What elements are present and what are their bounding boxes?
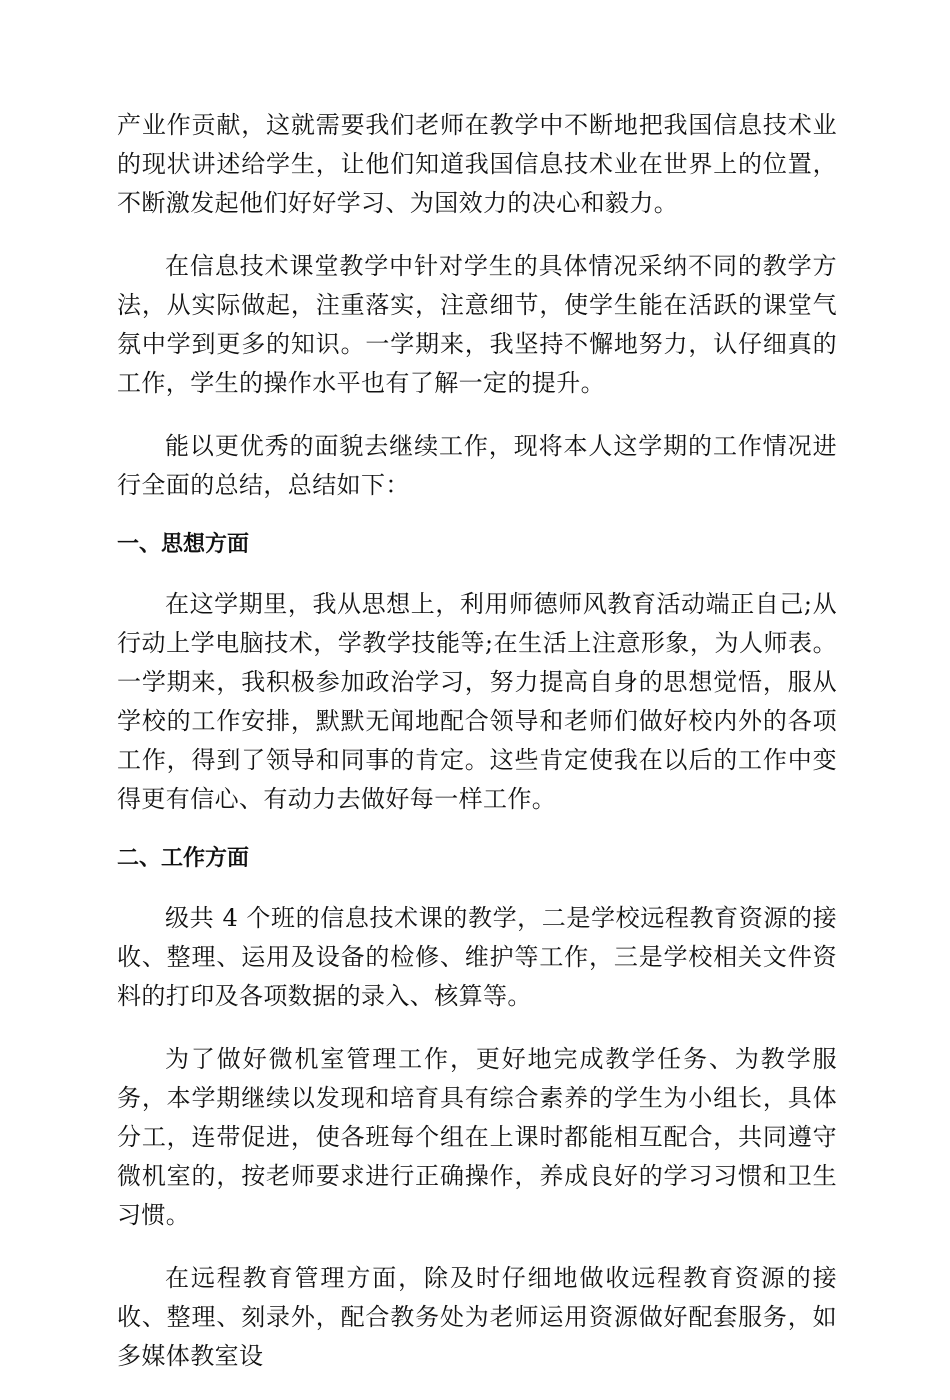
paragraph-computer-lab: 为了做好微机室管理工作，更好地完成教学任务、为教学服务，本学期继续以发现和培育具有综合素养的学生为小组长，具体分工，连带促进，使各班每个组在上课时都能相互配合，共同遵守微机室的，按老师要求进行正确操作，养成良好的学习习惯和卫生习惯。 <box>117 1045 837 1229</box>
paragraph-summary-intro: 能以更优秀的面貌去继续工作，现将本人这学期的工作情况进行全面的总结，总结如下： <box>117 432 837 499</box>
document-body <box>117 106 837 1400</box>
paragraph-intro-continuation: 产业作贡献，这就需要我们老师在教学中不断地把我国信息技术业的现状讲述给学生，让他们知道我国信息技术业在世界上的位置，不断激发起他们好好学习、为国效力的决心和毅力。 <box>117 111 837 217</box>
paragraph-ideology: 在这学期里，我从思想上，利用师德师风教育活动端正自己;从行动上学电脑技术，学教学技能等;在生活上注意形象，为人师表。一学期来，我积极参加政治学习，努力提高自身的思想觉悟，服从学校的工作安排，默默无闻地配合领导和老师们做好校内外的各项工作，得到了领导和同事的肯定。这些肯定使我在以后的工作中变得更有信心、有动力去做好每一样工作。 <box>117 590 837 813</box>
paragraph-remote-education: 在远程教育管理方面，除及时仔细地做收远程教育资源的接收、整理、刻录外，配合教务处为老师运用资源做好配套服务，如多媒体教室设 <box>117 1264 837 1370</box>
paragraph-work-duties: 级共 4 个班的信息技术课的教学，二是学校远程教育资源的接收、整理、运用及设备的检修、维护等工作，三是学校相关文件资料的打印及各项数据的录入、核算等。 <box>117 904 837 1010</box>
section-heading-ideology: 一、思想方面 <box>117 532 250 557</box>
section-heading-work: 二、工作方面 <box>117 846 250 871</box>
paragraph-teaching-methods: 在信息技术课堂教学中针对学生的具体情况采纳不同的教学方法，从实际做起，注重落实，注意细节，使学生能在活跃的课堂气氛中学到更多的知识。一学期来，我坚持不懈地努力，认仔细真的工作，学生的操作水平也有了解一定的提升。 <box>117 252 837 397</box>
